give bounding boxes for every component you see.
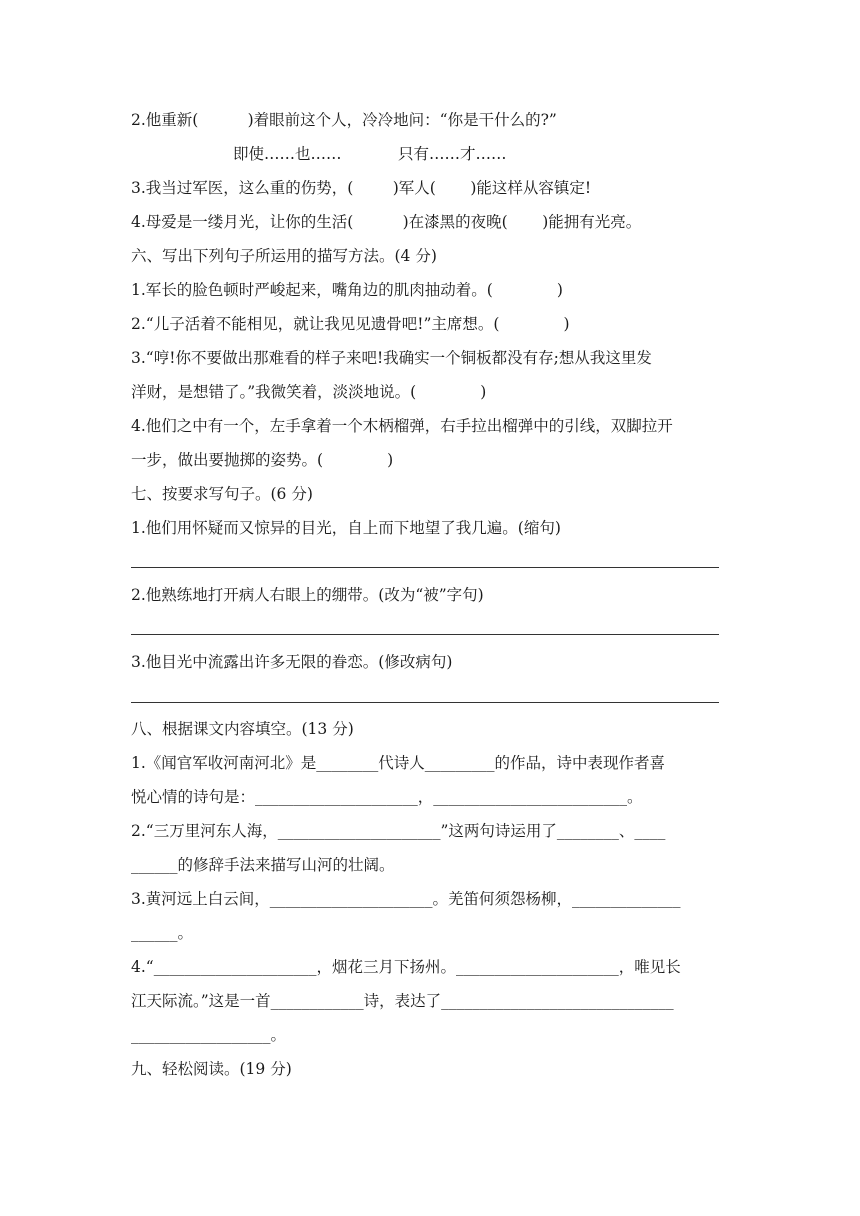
s7-question-1: 1.他们用怀疑而又惊异的目光，自上而下地望了我几遍。(缩句) (131, 519, 561, 537)
s6-question-3-line-2: 洋财，是想错了。”我微笑着，淡淡地说。( ) (131, 383, 487, 401)
s8-question-4-line-2: 江天际流。”这是一首____________诗，表达了______________________________ (131, 992, 674, 1010)
s8-question-3-line-2: ______。 (131, 924, 194, 942)
s6-question-4-line-2: 一步，做出要抛掷的姿势。( ) (131, 451, 394, 469)
conjunction-choice-2: 只有……才…… (398, 145, 507, 163)
s6-question-4-line-1: 4.他们之中有一个，左手拿着一个木柄榴弹，右手拉出榴弹中的引线，双脚拉开 (131, 417, 673, 435)
s8-question-2-line-2: ______的修辞手法来描写山河的壮阔。 (131, 856, 395, 874)
section-7-title: 七、按要求写句子。(6 分) (131, 485, 313, 503)
conjunction-choice-1: 即使……也…… (233, 145, 342, 163)
s7-question-3: 3.他目光中流露出许多无限的眷恋。(修改病句) (131, 653, 453, 671)
section-9-title: 九、轻松阅读。(19 分) (131, 1060, 292, 1078)
section-6-title: 六、写出下列句子所运用的描写方法。(4 分) (131, 247, 437, 265)
s6-question-2: 2.“儿子活着不能相见，就让我见见遗骨吧!”主席想。( ) (131, 315, 570, 333)
s8-question-4-line-1: 4.“_____________________，烟花三月下扬州。_____________________，唯见长 (131, 958, 681, 976)
s5-question-4: 4.母爱是一缕月光，让你的生活( )在漆黑的夜晚( )能拥有光亮。 (131, 213, 642, 231)
s8-question-3-line-1: 3.黄河远上白云间，_____________________。羌笛何须怨杨柳，______________ (131, 890, 681, 908)
s8-question-1-line-1: 1.《闻官军收河南河北》是________代诗人_________的作品，诗中表现作者喜 (131, 754, 666, 772)
section-8-title: 八、根据课文内容填空。(13 分) (131, 720, 354, 738)
s6-question-1: 1.军长的脸色顿时严峻起来，嘴角边的肌肉抽动着。( ) (131, 281, 563, 299)
answer-line-3[interactable] (131, 702, 719, 703)
answer-line-1[interactable] (131, 567, 719, 568)
s5-question-3: 3.我当过军医，这么重的伤势，( )军人( )能这样从容镇定! (131, 179, 592, 197)
answer-line-2[interactable] (131, 634, 719, 635)
s5-question-2: 2.他重新( )着眼前这个人，冷冷地问：“你是干什么的?” (131, 111, 557, 129)
s8-question-4-line-3: __________________。 (131, 1026, 287, 1044)
s8-question-2-line-1: 2.“三万里河东人海，_____________________”这两句诗运用了________、____ (131, 822, 666, 840)
s7-question-2: 2.他熟练地打开病人右眼上的绷带。(改为“被”字句) (131, 586, 484, 604)
s6-question-3-line-1: 3.“哼!你不要做出那难看的样子来吧!我确实一个铜板都没有存;想从我这里发 (131, 349, 652, 367)
s8-question-1-line-2: 悦心情的诗句是：_____________________，_________________________。 (131, 788, 643, 806)
